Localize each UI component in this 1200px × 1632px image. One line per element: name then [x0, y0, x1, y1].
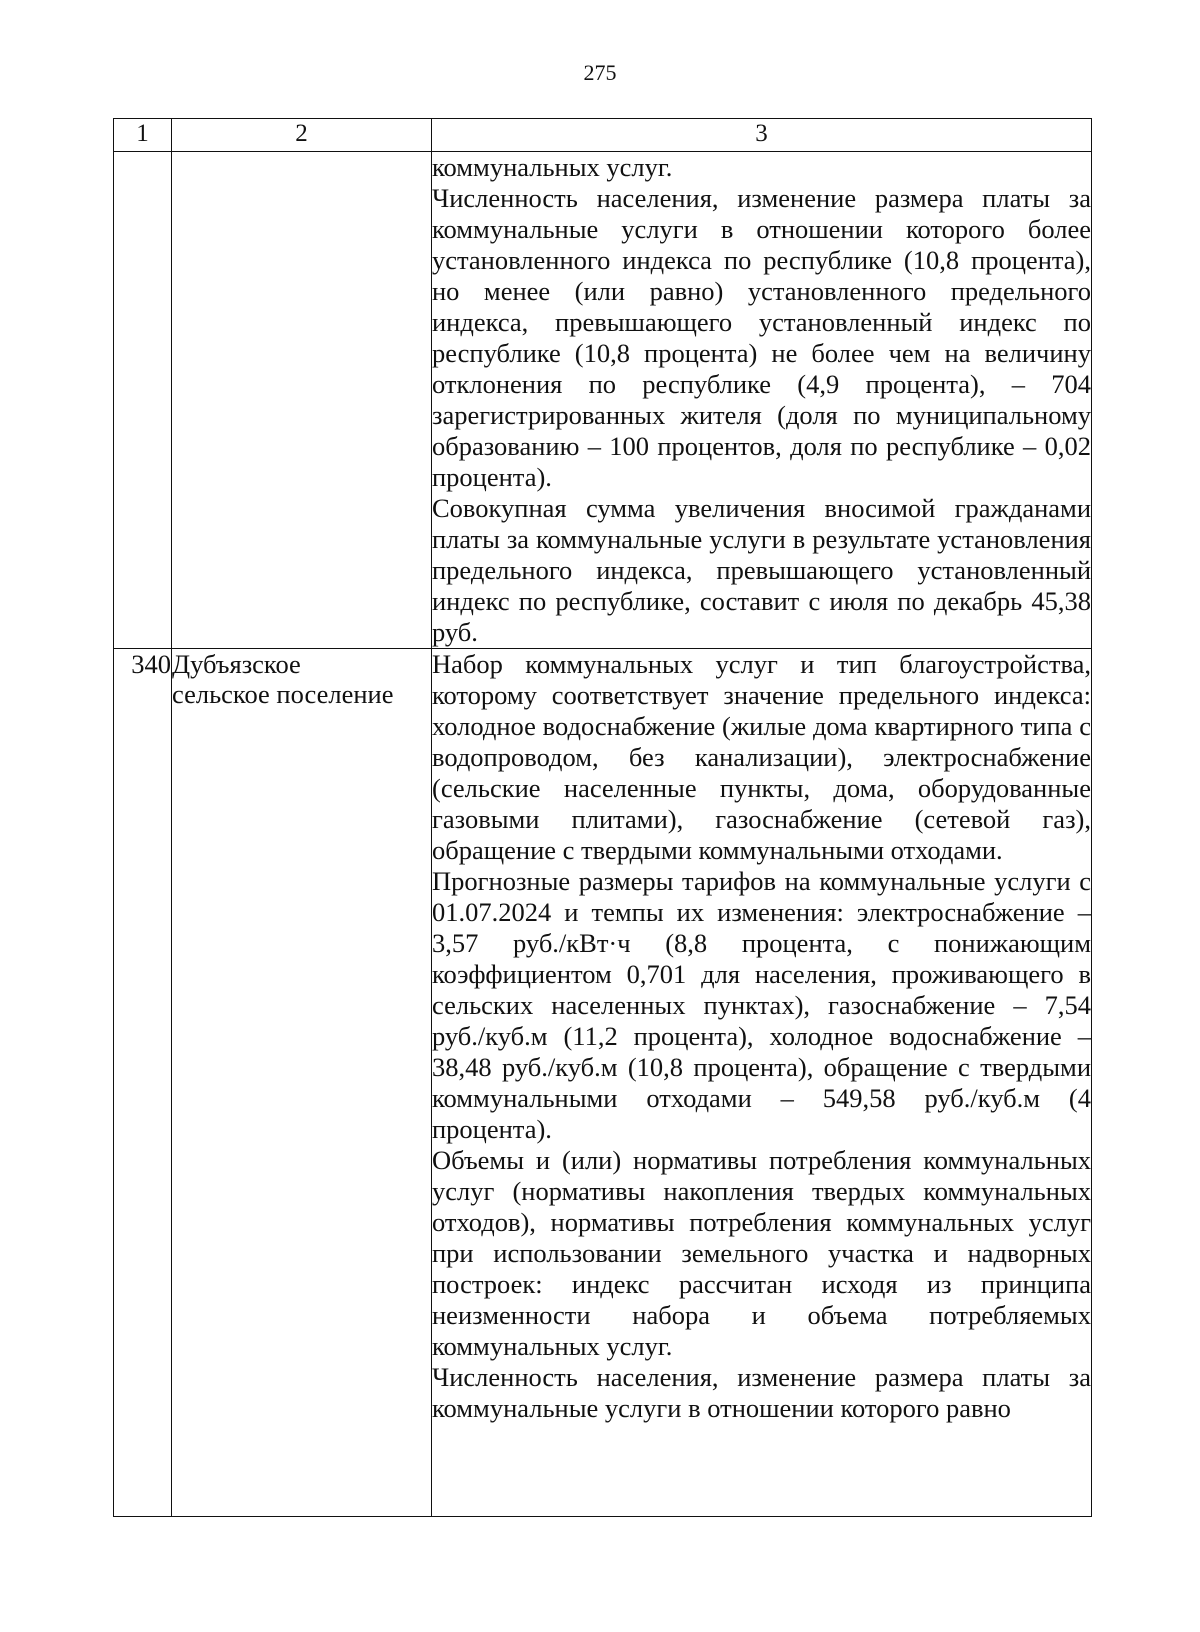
paragraph: Совокупная сумма увеличения вносимой гражданами платы за коммунальные услуги в результате установления предельного индекса, превышающего установленный индекс по республике, составит с июля по декабрь 45,38 руб.	[432, 493, 1091, 647]
table-row	[114, 152, 1092, 649]
municipality-name-line: Дубъязское	[172, 649, 301, 679]
table-row	[114, 649, 1092, 1517]
paragraph: Численность населения, изменение размера платы за коммунальные услуги в отношении которого более установленного индекса по республике (10,8 процента), но менее (или равно) установленного предельного индекса, превышающего установленный индекс по республике (10,8 процента) не более чем на величину отклонения по республике (4,9 процента), – 704 зарегистрированных жителя (доля по муниципальному образованию – 100 процентов, доля по республике – 0,02 процента).	[432, 183, 1091, 492]
column-header: 1	[114, 119, 172, 152]
paragraph: Объемы и (или) нормативы потребления коммунальных услуг (нормативы накопления твердых коммунальных отходов), нормативы потребления коммунальных услуг при использовании земельного участка и надворных построек: индекс рассчитан исходя из принципа неизменности набора и объема потребляемых коммунальных услуг.	[432, 1145, 1091, 1361]
paragraph: коммунальных услуг.	[432, 152, 673, 182]
municipality-name	[172, 152, 432, 649]
paragraph: Численность населения, изменение размера платы за коммунальные услуги в отношении которого равно	[432, 1362, 1091, 1423]
paragraph: Прогнозные размеры тарифов на коммунальные услуги с 01.07.2024 и темпы их изменения: электроснабжение – 3,57 руб./кВт·ч (8,8 процента, с понижающим коэффициентом 0,701 для населения, проживающего в сельских населенных пунктах), газоснабжение – 7,54 руб./куб.м (11,2 процента), холодное водоснабжение – 38,48 руб./куб.м (10,8 процента), обращение с твердыми коммунальными отходами – 549,58 руб./куб.м (4 процента).	[432, 866, 1091, 1144]
municipality-name-line: сельское поселение	[172, 679, 394, 709]
paragraph: Набор коммунальных услуг и тип благоустройства, которому соответствует значение предельного индекса: холодное водоснабжение (жилые дома квартирного типа с водопроводом, без канализации), электроснабжение (сельские населенные пункты, дома, оборудованные газовыми плитами), газоснабжение (сетевой газ), обращение с твердыми коммунальными отходами.	[432, 649, 1091, 865]
row-number: 340	[114, 649, 172, 1517]
tariff-table	[113, 118, 1092, 1517]
column-header: 2	[172, 119, 432, 152]
row-number	[114, 152, 172, 649]
page-number: 275	[583, 60, 617, 85]
row-description	[432, 152, 1092, 649]
table-header-row	[114, 119, 1092, 152]
municipality-name	[172, 649, 432, 1517]
row-description	[432, 649, 1092, 1517]
column-header: 3	[432, 119, 1092, 152]
